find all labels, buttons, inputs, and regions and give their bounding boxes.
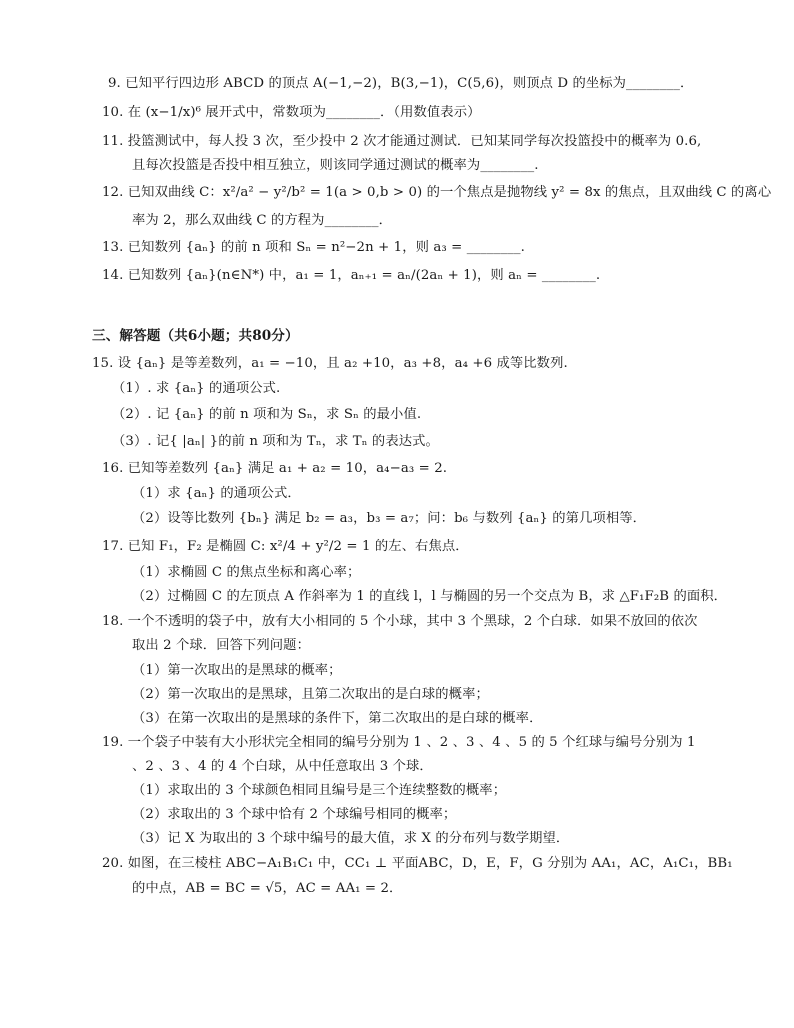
question-16-stem: 16. 已知等差数列 {aₙ} 满足 a₁ + a₂ = 10，a₄−a₃ = 2. <box>102 461 448 476</box>
question-18-stem-line2: 取出 2 个球．回答下列问题： <box>132 638 310 653</box>
question-10: 10. 在 (x−1/x)⁶ 展开式中，常数项为________．（用数值表示） <box>102 105 481 120</box>
question-19-part3: （3）记 X 为取出的 3 个球中编号的最大值，求 X 的分布列与数学期望． <box>132 831 570 846</box>
question-9: 9. 已知平行四边形 ABCD 的顶点 A(−1,−2)，B(3,−1)，C(5,6)，则顶点 D 的坐标为________． <box>108 76 694 91</box>
question-18-stem-line1: 18. 一个不透明的袋子中，放有大小相同的 5 个小球，其中 3 个黑球，2 个白球．如果不放回的依次 <box>102 614 698 629</box>
question-19-part2: （2）求取出的 3 个球中恰有 2 个球编号相同的概率； <box>132 807 457 822</box>
question-17-part2: （2）过椭圆 C 的左顶点 A 作斜率为 1 的直线 l，l 与椭圆的另一个交点为 B，求 △F₁F₂B 的面积． <box>132 589 728 604</box>
question-18-part3: （3）在第一次取出的是黑球的条件下，第二次取出的是白球的概率． <box>132 711 543 726</box>
question-11-line1: 11. 投篮测试中，每人投 3 次，至少投中 2 次才能通过测试．已知某同学每次投篮投中的概率为 0.6, <box>102 134 702 149</box>
section-title: 三、解答题（共6小题；共80分） <box>92 328 299 344</box>
question-12-line1: 12. 已知双曲线 C：x²/a² − y²/b² = 1(a > 0,b > 0) 的一个焦点是抛物线 y² = 8x 的焦点，且双曲线 C 的离心 <box>102 185 772 200</box>
question-17-part1: （1）求椭圆 C 的焦点坐标和离心率； <box>132 565 361 580</box>
question-19-part1: （1）求取出的 3 个球颜色相同且编号是三个连续整数的概率； <box>132 783 507 798</box>
question-15-part2: （2）. 记 {aₙ} 的前 n 项和为 Sₙ，求 Sₙ 的最小值. <box>112 407 422 422</box>
question-15-stem: 15. 设 {aₙ} 是等差数列，a₁ = −10，且 a₂ +10，a₃ +8，a₄ +6 成等比数列. <box>92 356 568 371</box>
question-11-line2: 且每次投篮是否投中相互独立，则该同学通过测试的概率为________. <box>132 158 539 173</box>
question-20-stem-line2: 的中点，AB = BC = √5，AC = AA₁ = 2． <box>132 881 403 896</box>
question-17-stem: 17. 已知 F₁，F₂ 是椭圆 C: x²/4 + y²/2 = 1 的左、右焦点． <box>102 539 469 554</box>
question-16-part1: （1）求 {aₙ} 的通项公式． <box>132 486 301 501</box>
question-15-part1: （1）. 求 {aₙ} 的通项公式. <box>112 381 281 396</box>
question-19-stem-line1: 19. 一个袋子中装有大小形状完全相同的编号分别为 1 、2 、3 、4 、5 的 5 个红球与编号分别为 1 <box>102 735 696 750</box>
question-14: 14. 已知数列 {aₙ}(n∈N*) 中，a₁ = 1，aₙ₊₁ = aₙ/(2aₙ + 1)，则 aₙ = ________. <box>102 268 601 283</box>
question-12-line2: 率为 2，那么双曲线 C 的方程为________． <box>132 213 392 228</box>
question-15-part3: （3）. 记{ |aₙ| }的前 n 项和为 Tₙ，求 Tₙ 的表达式。 <box>112 434 439 449</box>
question-13: 13. 已知数列 {aₙ} 的前 n 项和 Sₙ = n²−2n + 1，则 a₃ = ________. <box>102 240 526 255</box>
question-16-part2: （2）设等比数列 {bₙ} 满足 b₂ = a₃，b₃ = a₇；问：b₆ 与数列 {aₙ} 的第几项相等． <box>132 511 647 526</box>
question-20-stem-line1: 20. 如图，在三棱柱 ABC−A₁B₁C₁ 中，CC₁ ⊥ 平面ABC，D，E，F，G 分别为 AA₁，AC，A₁C₁，BB₁ <box>102 856 733 871</box>
question-18-part1: （1）第一次取出的是黑球的概率； <box>132 663 342 678</box>
question-19-stem-line2: 、2 、3 、4 的 4 个白球，从中任意取出 3 个球． <box>132 759 433 774</box>
question-18-part2: （2）第一次取出的是黑球，且第二次取出的是白球的概率； <box>132 687 489 702</box>
